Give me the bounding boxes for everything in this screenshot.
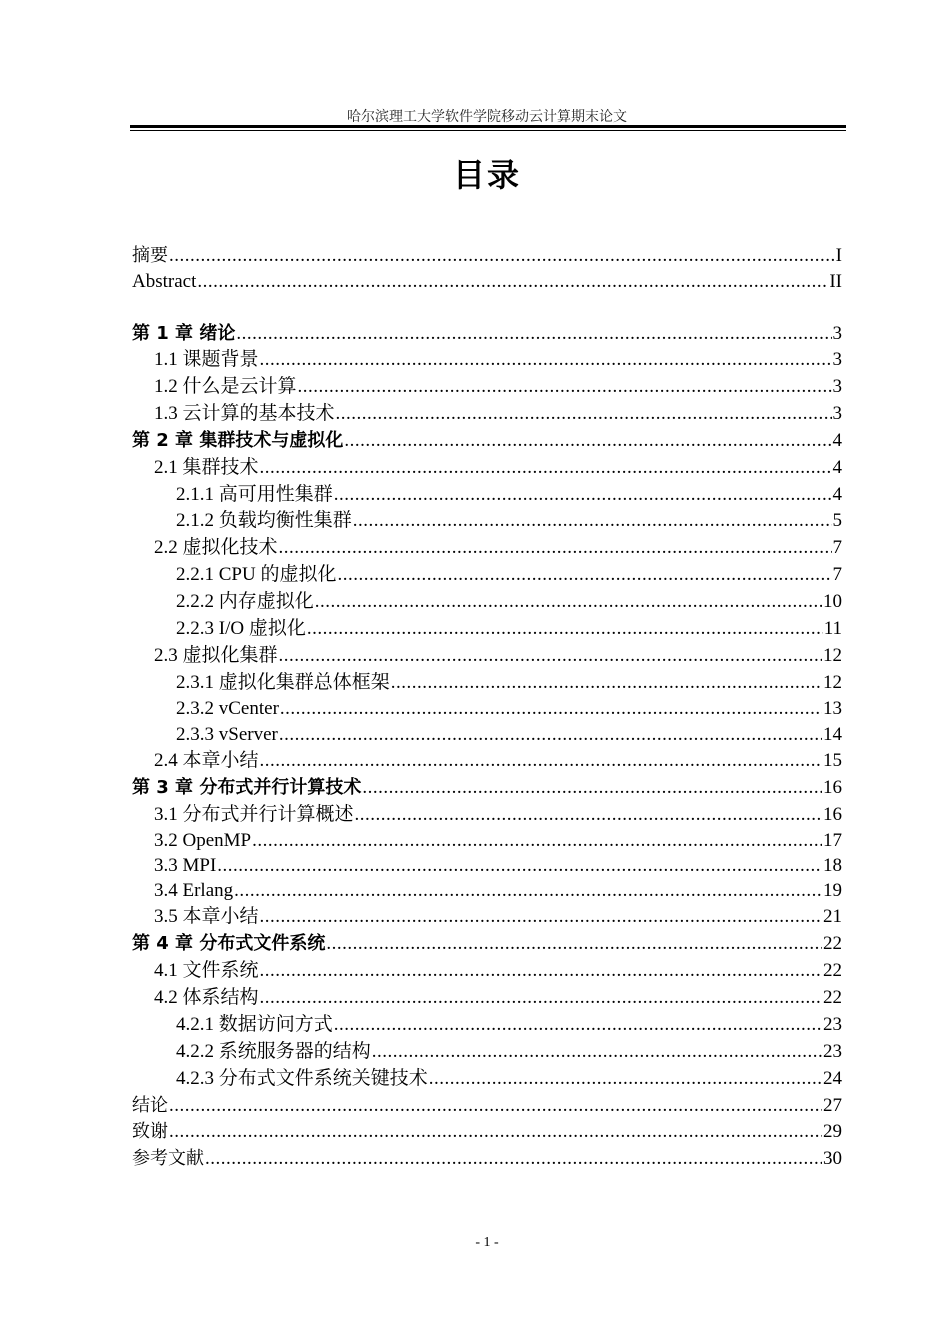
toc-entry-page: 22: [823, 987, 842, 1008]
toc-entry-page: I: [835, 245, 842, 266]
toc-entry[interactable]: [154, 534, 842, 560]
toc-leader-dots: [280, 697, 822, 721]
toc-leader-dots: [279, 536, 832, 560]
toc-entry[interactable]: [132, 930, 842, 956]
toc-entry-label: 1.3 云计算的基本技术: [154, 403, 335, 424]
toc-entry-label: 第 2 章 集群技术与虚拟化: [132, 430, 344, 451]
toc-leader-dots: [197, 270, 828, 294]
header-rule-thick: [130, 125, 846, 128]
toc-entry-page: 17: [823, 830, 842, 851]
toc-leader-dots: [260, 905, 822, 929]
toc-entry-page: 23: [823, 1041, 842, 1062]
toc-entry-label: 3.2 OpenMP: [154, 830, 252, 851]
toc-entry-label: 第 4 章 分布式文件系统: [132, 933, 326, 954]
toc-entry-page: 21: [823, 906, 842, 927]
toc-entry[interactable]: [176, 1011, 842, 1037]
toc-leader-dots: [334, 1013, 822, 1037]
toc-leader-dots: [217, 854, 822, 878]
toc-entry-label: 结论: [132, 1095, 168, 1116]
toc-entry[interactable]: [132, 268, 842, 294]
toc-entry[interactable]: [154, 827, 842, 853]
toc-entry-label: 2.3.1 虚拟化集群总体框架: [176, 672, 390, 693]
toc-leader-dots: [337, 563, 831, 587]
toc-leader-dots: [205, 1147, 822, 1171]
toc-leader-dots: [391, 671, 822, 695]
toc-leader-dots: [234, 879, 822, 903]
toc-entry-label: 参考文献: [132, 1148, 204, 1169]
toc-entry[interactable]: [154, 454, 842, 480]
toc-entry-page: 3: [832, 349, 842, 370]
toc-leader-dots: [344, 429, 831, 453]
toc-entry-label: 2.1.2 负载均衡性集群: [176, 510, 352, 531]
toc-entry[interactable]: [132, 320, 842, 346]
toc-leader-dots: [334, 483, 832, 507]
toc-entry-page: 3: [832, 403, 842, 424]
toc-leader-dots: [252, 829, 822, 853]
toc-leader-dots: [307, 617, 823, 641]
page-header: 哈尔滨理工大学软件学院移动云计算期末论文: [347, 110, 627, 125]
toc-entry-label: 3.5 本章小结: [154, 906, 259, 927]
toc-entry-page: 4: [832, 430, 842, 451]
page-title: 目录: [452, 156, 521, 194]
toc-leader-dots: [298, 375, 832, 399]
toc-entry[interactable]: [154, 852, 842, 878]
toc-entry[interactable]: [176, 1038, 842, 1064]
toc-entry[interactable]: [176, 481, 842, 507]
toc-entry-page: 24: [823, 1068, 842, 1089]
toc-entry[interactable]: [176, 561, 842, 587]
toc-entry[interactable]: [132, 774, 842, 800]
toc-entry-page: 22: [823, 933, 842, 954]
toc-leader-dots: [260, 749, 822, 773]
toc-entry[interactable]: [154, 877, 842, 903]
toc-entry-label: 3.4 Erlang: [154, 880, 234, 901]
toc-entry[interactable]: [132, 242, 842, 268]
toc-leader-dots: [315, 590, 822, 614]
toc-entry-label: 4.2.3 分布式文件系统关键技术: [176, 1068, 428, 1089]
toc-entry[interactable]: [132, 1092, 842, 1118]
toc-entry[interactable]: [176, 615, 842, 641]
toc-entry-label: 2.2.3 I/O 虚拟化: [176, 618, 306, 639]
toc-entry-page: 19: [823, 880, 842, 901]
toc-leader-dots: [236, 322, 831, 346]
toc-entry[interactable]: [154, 346, 842, 372]
toc-entry-page: II: [829, 271, 842, 292]
toc-entry[interactable]: [132, 1118, 842, 1144]
toc-entry-page: 10: [823, 591, 842, 612]
toc-entry[interactable]: [154, 642, 842, 668]
toc-entry-label: 2.3 虚拟化集群: [154, 645, 278, 666]
toc-entry-label: 4.2.1 数据访问方式: [176, 1014, 333, 1035]
toc-leader-dots: [429, 1067, 822, 1091]
toc-entry-label: 4.2 体系结构: [154, 987, 259, 1008]
toc-leader-dots: [169, 1120, 822, 1144]
toc-leader-dots: [372, 1040, 822, 1064]
toc-entry-page: 29: [823, 1121, 842, 1142]
toc-entry[interactable]: [176, 721, 842, 747]
toc-leader-dots: [260, 456, 832, 480]
toc-leader-dots: [260, 986, 822, 1010]
toc-entry-label: 4.1 文件系统: [154, 960, 259, 981]
toc-entry-label: Abstract: [132, 271, 197, 292]
toc-leader-dots: [169, 1094, 822, 1118]
toc-entry-label: 3.1 分布式并行计算概述: [154, 804, 354, 825]
toc-entry-page: 11: [823, 618, 842, 639]
toc-entry-page: 18: [823, 855, 842, 876]
toc-entry-label: 2.3.3 vServer: [176, 724, 278, 745]
toc-leader-dots: [326, 932, 822, 956]
toc-entry-page: 12: [823, 645, 842, 666]
toc-leader-dots: [362, 776, 822, 800]
toc-entry-page: 3: [832, 323, 842, 344]
toc-entry[interactable]: [154, 801, 842, 827]
toc-entry-page: 4: [832, 457, 842, 478]
toc-entry-page: 3: [832, 376, 842, 397]
toc-entry[interactable]: [154, 957, 842, 983]
toc-entry-page: 14: [823, 724, 842, 745]
toc-entry[interactable]: [176, 669, 842, 695]
toc-entry-label: 2.1 集群技术: [154, 457, 259, 478]
toc-entry[interactable]: [154, 984, 842, 1010]
toc-entry-label: 2.3.2 vCenter: [176, 698, 279, 719]
toc-leader-dots: [260, 959, 822, 983]
toc-entry[interactable]: [132, 427, 842, 453]
toc-entry-page: 7: [832, 564, 842, 585]
toc-entry-page: 13: [823, 698, 842, 719]
toc-entry-page: 15: [823, 750, 842, 771]
toc-leader-dots: [279, 723, 822, 747]
toc-entry[interactable]: [176, 588, 842, 614]
toc-entry-page: 4: [832, 484, 842, 505]
toc-leader-dots: [336, 402, 832, 426]
toc-entry-page: 22: [823, 960, 842, 981]
toc-entry[interactable]: [154, 747, 842, 773]
toc-entry-page: 7: [832, 537, 842, 558]
toc-leader-dots: [169, 244, 835, 268]
toc-leader-dots: [353, 509, 832, 533]
toc-entry-page: 5: [832, 510, 842, 531]
toc-entry[interactable]: [176, 695, 842, 721]
toc-entry-label: 摘要: [132, 245, 168, 266]
toc-leader-dots: [260, 348, 832, 372]
toc-entry-page: 23: [823, 1014, 842, 1035]
toc-entry[interactable]: [154, 400, 842, 426]
toc-entry[interactable]: [132, 1145, 842, 1171]
toc-entry-label: 2.1.1 高可用性集群: [176, 484, 333, 505]
toc-entry-label: 第 3 章 分布式并行计算技术: [132, 777, 362, 798]
toc-entry-page: 30: [823, 1148, 842, 1169]
toc-leader-dots: [355, 803, 822, 827]
toc-entry-label: 2.2.1 CPU 的虚拟化: [176, 564, 337, 585]
toc-entry-label: 第 1 章 绪论: [132, 323, 236, 344]
toc-entry-page: 16: [823, 777, 842, 798]
toc-entry-label: 致谢: [132, 1121, 168, 1142]
toc-entry-label: 4.2.2 系统服务器的结构: [176, 1041, 371, 1062]
toc-entry[interactable]: [176, 1065, 842, 1091]
toc-entry[interactable]: [176, 507, 842, 533]
toc-entry-page: 16: [823, 804, 842, 825]
toc-entry[interactable]: [154, 903, 842, 929]
toc-entry-label: 1.1 课题背景: [154, 349, 259, 370]
toc-entry[interactable]: [154, 373, 842, 399]
toc-entry-label: 2.2.2 内存虚拟化: [176, 591, 314, 612]
toc-entry-label: 3.3 MPI: [154, 855, 217, 876]
toc-entry-label: 2.4 本章小结: [154, 750, 259, 771]
toc-entry-page: 27: [823, 1095, 842, 1116]
toc-entry-page: 12: [823, 672, 842, 693]
toc-entry-label: 1.2 什么是云计算: [154, 376, 297, 397]
toc-entry-label: 2.2 虚拟化技术: [154, 537, 278, 558]
header-rule-thin: [130, 130, 846, 131]
page-number: - 1 -: [475, 1235, 499, 1250]
toc-leader-dots: [279, 644, 822, 668]
